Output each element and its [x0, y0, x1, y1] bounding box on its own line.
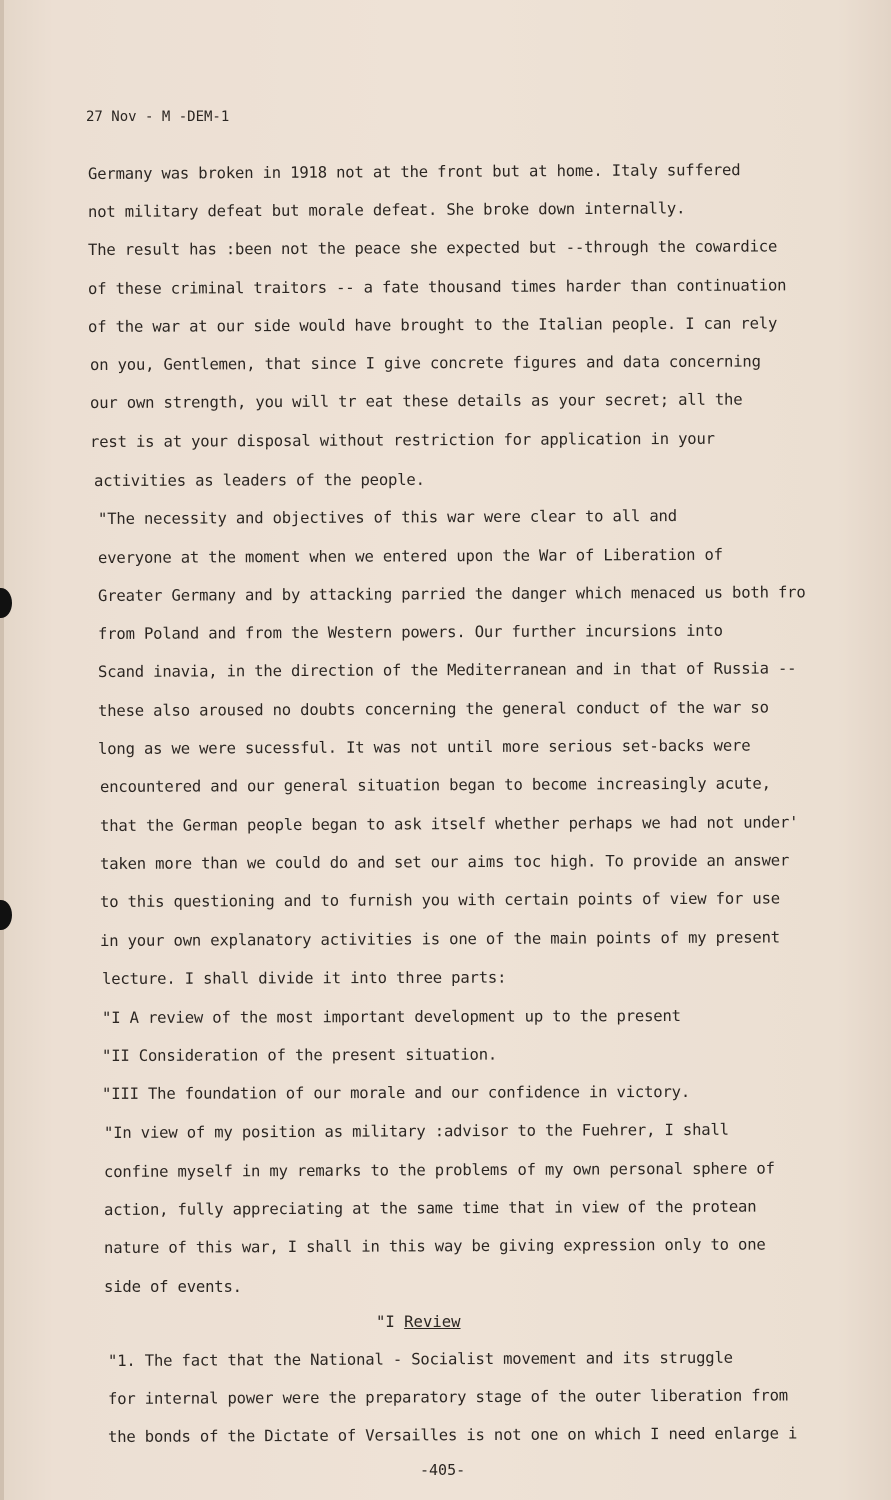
text-line: "1. The fact that the National - Socialist movement and its struggle — [107, 1348, 733, 1370]
text-line: of the war at our side would have brought to the Italian people. I can rely — [87, 314, 778, 336]
text-line: long as we were sucessful. It was not until more serious set-backs were — [97, 736, 751, 758]
section-heading — [376, 1313, 461, 1331]
text-line: "II Consideration of the present situation. — [101, 1045, 498, 1065]
document-reference: 27 Nov - M -DEM-1 — [86, 109, 230, 125]
text-line: The result has :been not the peace she expected but --through the cowardice — [87, 237, 778, 259]
text-line: not military defeat but morale defeat. She broke down internally. — [87, 199, 686, 221]
text-line: "III The foundation of our morale and our confidence in victory. — [101, 1082, 691, 1103]
section-heading-title: Review — [404, 1313, 461, 1331]
text-line: to this questioning and to furnish you with certain points of view for use — [99, 889, 780, 911]
text-line: confine myself in my remarks to the problems of my own personal sphere of — [103, 1159, 775, 1181]
text-line: side of events. — [104, 1278, 242, 1296]
text-line: encountered and our general situation began to become increasingly acute, — [99, 774, 771, 796]
text-line: activities as leaders of the people. — [93, 470, 425, 490]
text-line: taken more than we could do and set our aims toc high. To provide an answer — [99, 851, 790, 873]
punch-hole — [0, 900, 12, 930]
text-line: that the German people began to ask itself whether perhaps we had not under' — [99, 813, 799, 835]
text-line: rest is at your disposal without restriction for application in your — [89, 429, 715, 451]
page-number: -405- — [420, 1461, 466, 1479]
text-line: for internal power were the preparatory stage of the outer liberation from — [107, 1386, 788, 1408]
page-edge — [0, 0, 4, 1500]
text-line: of these criminal traitors -- a fate thousand times harder than continuation — [87, 276, 787, 298]
text-line: Scand inavia, in the direction of the Mediterranean and in that of Russia -- — [97, 659, 797, 681]
text-line: our own strength, you will tr eat these details as your secret; all the — [89, 390, 743, 412]
text-line: "In view of my position as military :advisor to the Fuehrer, I shall — [103, 1120, 729, 1142]
text-line: "The necessity and objectives of this war were clear to all and — [97, 506, 677, 528]
text-line: nature of this war, I shall in this way be giving expression only to one — [103, 1235, 766, 1257]
text-line: from Poland and from the Western powers. Our further incursions into — [97, 621, 723, 643]
text-line: the bonds of the Dictate of Versailles is not one on which I need enlarge i — [107, 1424, 798, 1446]
text-line: Germany was broken in 1918 not at the front but at home. Italy suffered — [87, 161, 741, 183]
text-line: Greater Germany and by attacking parried the danger which menaced us both fro — [97, 583, 806, 605]
punch-hole — [0, 588, 12, 618]
text-line: lecture. I shall divide it into three parts: — [101, 968, 507, 988]
text-line: "I A review of the most important development up to the present — [101, 1006, 681, 1027]
text-line: action, fully appreciating at the same time that in view of the protean — [103, 1197, 757, 1219]
text-line: in your own explanatory activities is one of the main points of my present — [99, 928, 780, 950]
text-line: everyone at the moment when we entered upon the War of Liberation of — [97, 545, 723, 567]
text-line: these also aroused no doubts concerning the general conduct of the war so — [97, 698, 769, 720]
section-heading-prefix: "I — [376, 1313, 405, 1331]
text-line: on you, Gentlemen, that since I give concrete figures and data concerning — [89, 352, 761, 374]
